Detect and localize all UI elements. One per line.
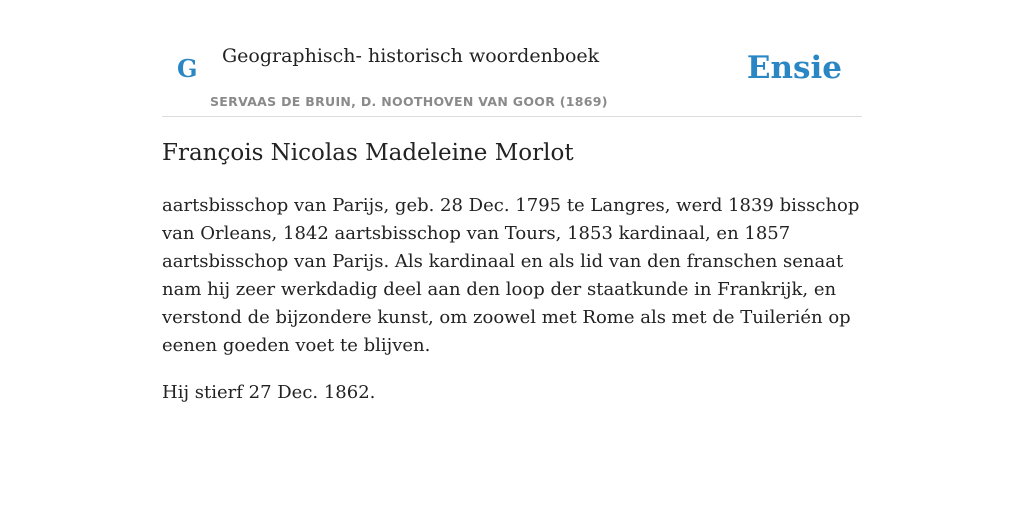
- entry-paragraph: aartsbisschop van Parijs, geb. 28 Dec. 1795 te Langres, werd 1839 bisschop van Orleans, 1842 aartsbisschop van Tours, 1853 kardinaal, en 1857 aartsbisschop van Parijs. Als kardinaal en als lid van den franschen senaat nam hij zeer werkdadig deel aan den loop der staatkunde in Frankrijk, en verstond de bijzondere kunst, om zoowel met Rome als met de Tuilerién op eenen goeden voet te blijven.: [162, 195, 860, 356]
- entry-title: François Nicolas Madeleine Morlot: [162, 140, 574, 166]
- book-header: [162, 0, 862, 117]
- entry-paragraph: Hij stierf 27 Dec. 1862.: [162, 382, 376, 403]
- book-title: Geographisch- historisch woordenboek: [222, 45, 600, 67]
- book-authors: SERVAAS DE BRUIN, D. NOOTHOVEN VAN GOOR (1869): [210, 94, 608, 109]
- ensie-logo-link[interactable]: Ensie: [746, 50, 842, 86]
- book-logo-link[interactable]: G: [177, 54, 198, 83]
- entry-body: [162, 192, 866, 426]
